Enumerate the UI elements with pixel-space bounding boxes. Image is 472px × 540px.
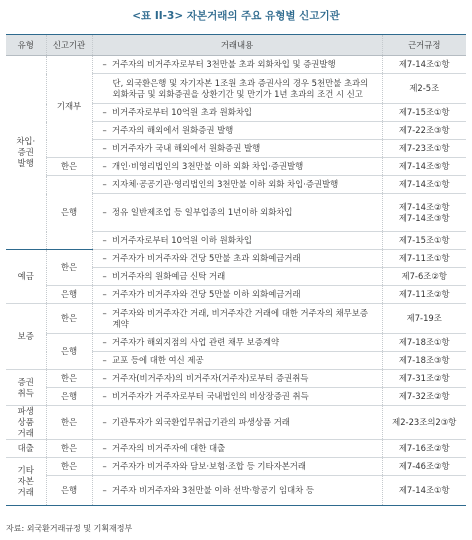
table-row	[6, 56, 466, 74]
category-securities: 증권취득	[6, 370, 46, 406]
row-item: – 교포 등에 대한 여신 제공	[92, 352, 382, 370]
institution-bok: 한은	[46, 458, 92, 476]
row-law-line: 제7-14조②항	[398, 201, 450, 212]
row-law: 제7-32조②항	[382, 388, 466, 406]
row-item: – 개인·비영리법인의 3천만불 이하 외화 차입·증권발행	[92, 158, 382, 176]
row-item: – 거주자의 해외에서 원화증권 발행	[92, 122, 382, 140]
header-institution: 신고기관	[46, 35, 92, 56]
institution-bok: 한은	[46, 304, 92, 334]
row-law: 제7-6조②항	[382, 268, 466, 286]
table-header-row	[6, 35, 466, 56]
institution-bank: 은행	[46, 286, 92, 304]
institution-bok: 한은	[46, 440, 92, 458]
table-row	[6, 388, 466, 406]
row-item: – 거주자와 비거주자간 거래, 비거주자간 거래에 대한 거주자의 채무보증 계약	[92, 304, 382, 334]
category-loan: 대출	[6, 440, 46, 458]
row-law: 제7-18조③항	[382, 352, 466, 370]
institution-bok: 한은	[46, 158, 92, 176]
source-note: 자료: 외국환거래규정 및 기획재정부	[6, 524, 133, 533]
institution-bank: 은행	[46, 176, 92, 250]
row-law: 제7-15조①항	[382, 104, 466, 122]
table-row	[6, 286, 466, 304]
category-guarantee: 보증	[6, 304, 46, 370]
row-law: 제7-22조③항	[382, 122, 466, 140]
institution-bok: 한은	[46, 370, 92, 388]
row-item: – 거주자가 비거주자와 건당 5만불 초과 외화예금거래	[92, 250, 382, 268]
institution-bank: 은행	[46, 388, 92, 406]
row-item: – 거주자(비거주자)의 비거주자(거주자)로부터 증권취득	[92, 370, 382, 388]
row-law: 제7-31조②항	[382, 370, 466, 388]
row-item: – 거주자의 비거주자로부터 3천만불 초과 외화차입 및 증권발행	[92, 56, 382, 74]
row-law: 제7-11조①항	[382, 250, 466, 268]
row-law: 제7-18조①항	[382, 334, 466, 352]
category-derivatives: 파생상품거래	[6, 406, 46, 440]
category-deposit: 예금	[6, 250, 46, 304]
table-row	[6, 176, 466, 194]
row-item: – 거주자의 비거주자에 대한 대출	[92, 440, 382, 458]
row-item: – 거주자 비거주자와 3천만불 이하 선박·항공기 임대차 등	[92, 476, 382, 506]
row-item: – 거주자가 비거주자와 건당 5만불 이하 외화예금거래	[92, 286, 382, 304]
row-item: – 기관투자가 외국환업무취급기관의 파생상품 거래	[92, 406, 382, 440]
institution-mof: 기재부	[46, 56, 92, 158]
header-category: 유형	[6, 35, 46, 56]
row-law: 제2-23조의2③항	[382, 406, 466, 440]
table-title: <표 II-3> 자본거래의 주요 유형별 신고기관	[132, 10, 340, 22]
row-law: 제7-19조	[382, 304, 466, 334]
header-content: 거래내용	[92, 35, 382, 56]
row-law: 제7-16조②항	[382, 440, 466, 458]
row-law: 제7-14조⑤항	[382, 158, 466, 176]
row-law: 제7-46조②항	[382, 458, 466, 476]
row-item: – 비거주자의 원화예금 신탁 거래	[92, 268, 382, 286]
category-other: 기타자본거래	[6, 458, 46, 506]
row-item: 단, 외국환은행 및 자기자본 1조원 초과 증권사의 경우 5천만불 초과의 외화차금 및 외화증권을 상환기간 및 만기가 1년 초과의 조건 시 신고	[92, 74, 382, 104]
table-row	[6, 334, 466, 352]
reporting-agency-table	[6, 34, 466, 506]
table-row	[6, 440, 466, 458]
row-item: – 비거주자로부터 10억원 초과 원화차입	[92, 104, 382, 122]
institution-bank: 은행	[46, 476, 92, 506]
table-row	[6, 458, 466, 476]
row-item: – 비거주자로부터 10억원 이하 원화차입	[92, 232, 382, 250]
row-law: 제7-11조②항	[382, 286, 466, 304]
row-item: – 비거주자가 거주자로부터 국내법인의 비상장증권 취득	[92, 388, 382, 406]
table-row	[6, 406, 466, 440]
row-law: 제7-15조①항	[382, 232, 466, 250]
row-item: – 비거주자가 국내 해외에서 원화증권 발행	[92, 140, 382, 158]
header-law: 근거규정	[382, 35, 466, 56]
row-item: – 정유 일반제조업 등 일부업종의 1년이하 외화차입	[92, 194, 382, 232]
category-borrowing: 차입·증권발행	[6, 56, 46, 250]
table-row	[6, 304, 466, 334]
table-row	[6, 250, 466, 268]
institution-bank: 은행	[46, 334, 92, 370]
institution-bok: 한은	[46, 250, 92, 286]
table-row	[6, 476, 466, 506]
row-law: 제7-14조①항	[382, 56, 466, 74]
row-law: 제2-5조	[382, 74, 466, 104]
row-item: – 지자체·공공기관·영리법인의 3천만불 이하 외화 차입·증권발행	[92, 176, 382, 194]
row-law: 제7-23조①항	[382, 140, 466, 158]
table-row	[6, 370, 466, 388]
row-item: – 거주자가 비거주자와 담보·보험·조합 등 기타자본거래	[92, 458, 382, 476]
row-law: 제7-14조①항	[382, 476, 466, 506]
row-law: 제7-14조①항	[382, 176, 466, 194]
row-item: – 거주자가 해외지점의 사업 관련 채무 보증계약	[92, 334, 382, 352]
row-law-line: 제7-14조③항	[398, 212, 450, 223]
institution-bok: 한은	[46, 406, 92, 440]
row-law	[382, 194, 466, 232]
table-row	[6, 158, 466, 176]
